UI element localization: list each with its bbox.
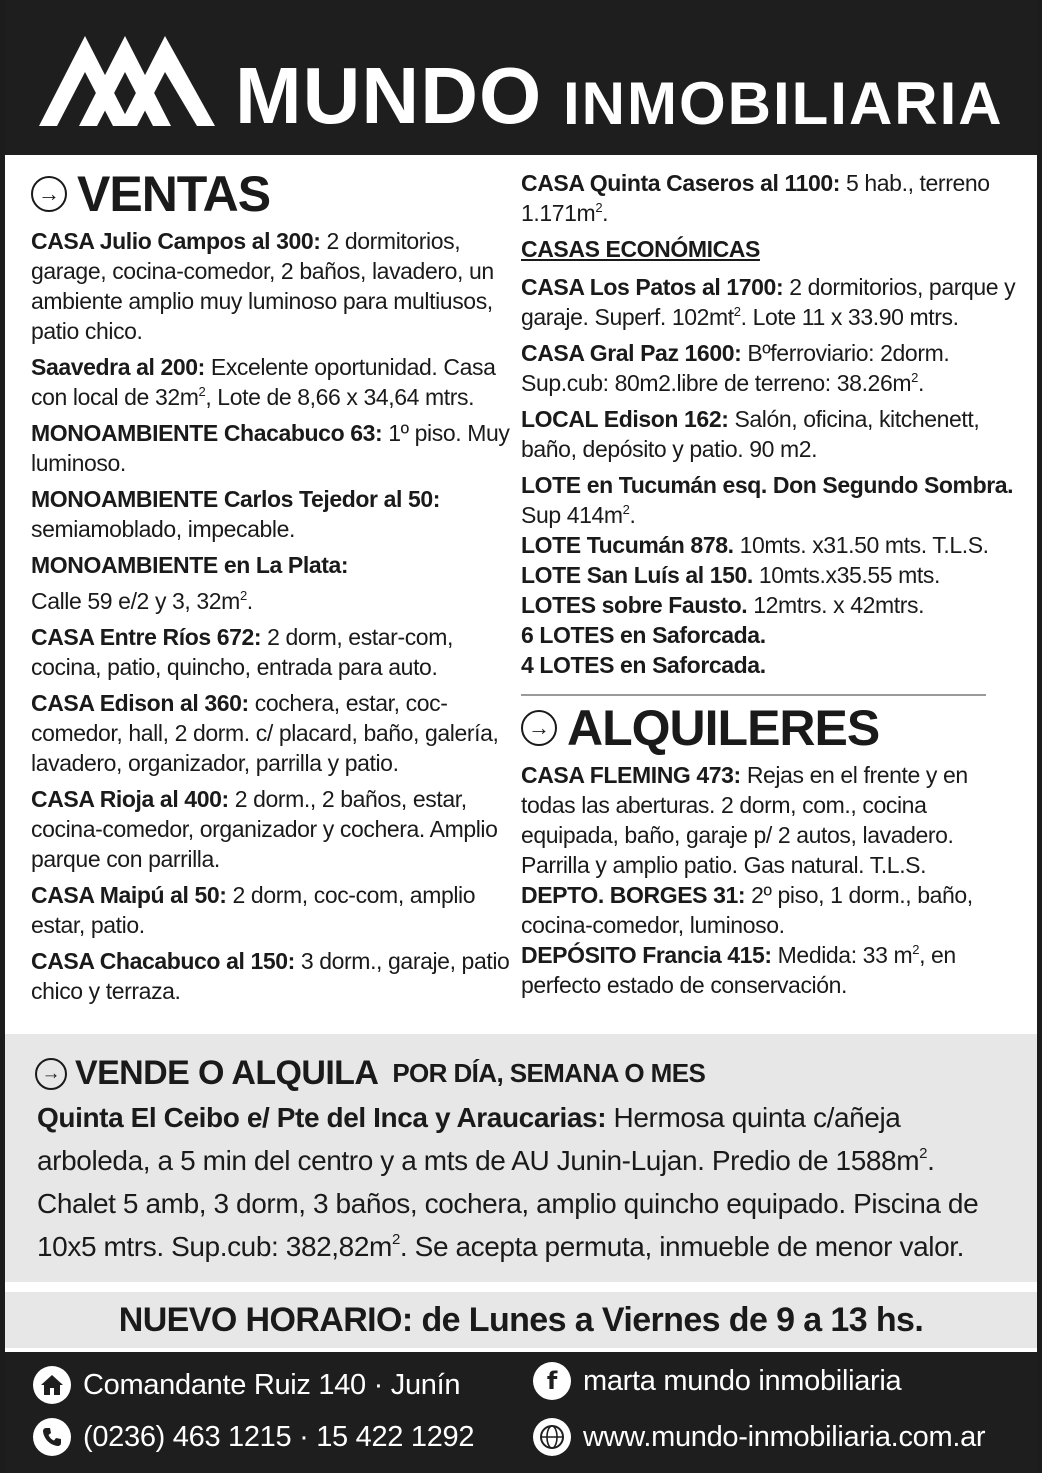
hours-banner: NUEVO HORARIO: de Lunes a Viernes de 9 a 13 hs. [5,1292,1037,1348]
mountain-m-logo [39,32,219,128]
arrow-right-icon: → [35,1058,67,1090]
list-item: LOTE San Luís al 150. 10mts.x35.55 mts. [521,562,941,588]
list-item: DEPÓSITO Francia 415: Medida: 33 $m^2$, en perfecto estado de conservación. [521,942,956,998]
list-item: CASA FLEMING 473: Rejas en el frente y en todas las aberturas. 2 dorm, com., cocina equipada, baño, garaje p/ 2 autos, lavadero. Parrilla y amplio patio. Gas natural. T.L.S. [521,762,968,878]
phone-icon [33,1418,71,1456]
vende-alquila-band [5,1034,1037,1282]
brand-main: MUNDO [235,51,543,140]
ventas-column [31,168,511,1012]
list-item: CASA Chacabuco al 150: 3 dorm., garaje, patio chico y terraza. [31,948,510,1004]
globe-icon [533,1418,571,1456]
band-title: → VENDE O ALQUILA POR DÍA, SEMANA O MES [35,1054,705,1093]
list-item: LOTE en Tucumán esq. Don Segundo Sombra. Sup $414m^2$. [521,472,1014,528]
address-row: Comandante Ruiz 140 · Junín [33,1366,460,1404]
list-item: DEPTO. BORGES 31: 2º piso, 1 dorm., baño, cocina-comedor, luminoso. [521,882,973,938]
list-item: Saavedra al 200: Excelente oportunidad. Casa con local de $32m^2$, Lote de 8,66 x 34,64 mtrs. [31,354,496,410]
ventas-title: → VENTAS [31,168,511,220]
list-item: CASA Julio Campos al 300: 2 dormitorios, garage, cocina-comedor, 2 baños, lavadero, un ambiente amplio muy luminoso para multiusos, patio chico. [31,228,494,344]
arrow-right-icon: → [31,176,67,212]
website-row[interactable]: www.mundo-inmobiliaria.com.ar [533,1418,985,1456]
list-item: CASA Edison al 360: cochera, estar, coc-comedor, hall, 2 dorm. c/ placard, baño, galería, lavadero, organizador, parrilla y patio. [31,690,499,776]
list-item: LOCAL Edison 162: Salón, oficina, kitchenett, baño, depósito y patio. 90 m2. [521,406,980,462]
list-item: CASA Rioja al 400: 2 dorm., 2 baños, estar, cocina-comedor, organizador y cochera. Amplio parque con parrilla. [31,786,498,872]
header-banner [5,0,1037,155]
list-item: LOTES sobre Fausto. 12mtrs. x 42mtrs. [521,592,925,618]
list-item: MONOAMBIENTE Chacabuco 63: 1º piso. Muy luminoso. [31,420,510,476]
right-column [521,168,1021,1000]
list-item: CASA Gral Paz 1600: Bºferroviario: 2dorm. Sup.cub: 80m2.libre de terreno: $38.26m^2$. [521,340,950,396]
economicas-title: CASAS ECONÓMICAS [521,236,760,262]
list-item: 6 LOTES en Saforcada. [521,622,766,648]
arrow-right-icon: → [521,710,557,746]
contact-footer [5,1352,1037,1473]
home-icon [33,1366,71,1404]
list-item: Calle 59 e/2 y 3, $32m^2$. [31,588,253,614]
facebook-icon: f [533,1362,571,1400]
facebook-row[interactable]: f marta mundo inmobiliaria [533,1362,901,1400]
list-item: CASA Quinta Caseros al 1100: 5 hab., terreno $1.171m^2$. [521,170,990,226]
phone-row: (0236) 463 1215 · 15 422 1292 [33,1418,474,1456]
divider [521,694,986,696]
list-item: 4 LOTES en Saforcada. [521,652,766,678]
list-item: CASA Maipú al 50: 2 dorm, coc-com, amplio estar, patio. [31,882,476,938]
list-item: CASA Entre Ríos 672: 2 dorm, estar-com, cocina, patio, quincho, entrada para auto. [31,624,453,680]
list-item: MONOAMBIENTE Carlos Tejedor al 50: semiamoblado, impecable. [31,486,440,542]
list-item: LOTE Tucumán 878. 10mts. x31.50 mts. T.L.S. [521,532,989,558]
list-item: CASA Los Patos al 1700: 2 dormitorios, parque y garaje. Superf. $102mt^2$. Lote 11 x 33.90 mtrs. [521,274,1016,330]
list-item: MONOAMBIENTE en La Plata: [31,552,349,578]
band-description: Quinta El Ceibo e/ Pte del Inca y Araucarias: Hermosa quinta c/añeja arboleda, a 5 min del centro y a mts de AU Junin-Lujan. Predio de $1588m^2$. Chalet 5 amb, 3 dorm, 3 baños, cochera, amplio quincho equipado. Piscina de 10x5 mtrs. Sup.cub: $382,82m^2$. Se acepta permuta, inmueble de menor valor. [37,1102,979,1262]
alquileres-title: → ALQUILERES [521,702,1021,754]
brand-sub: INMOBILIARIA [563,70,1004,137]
